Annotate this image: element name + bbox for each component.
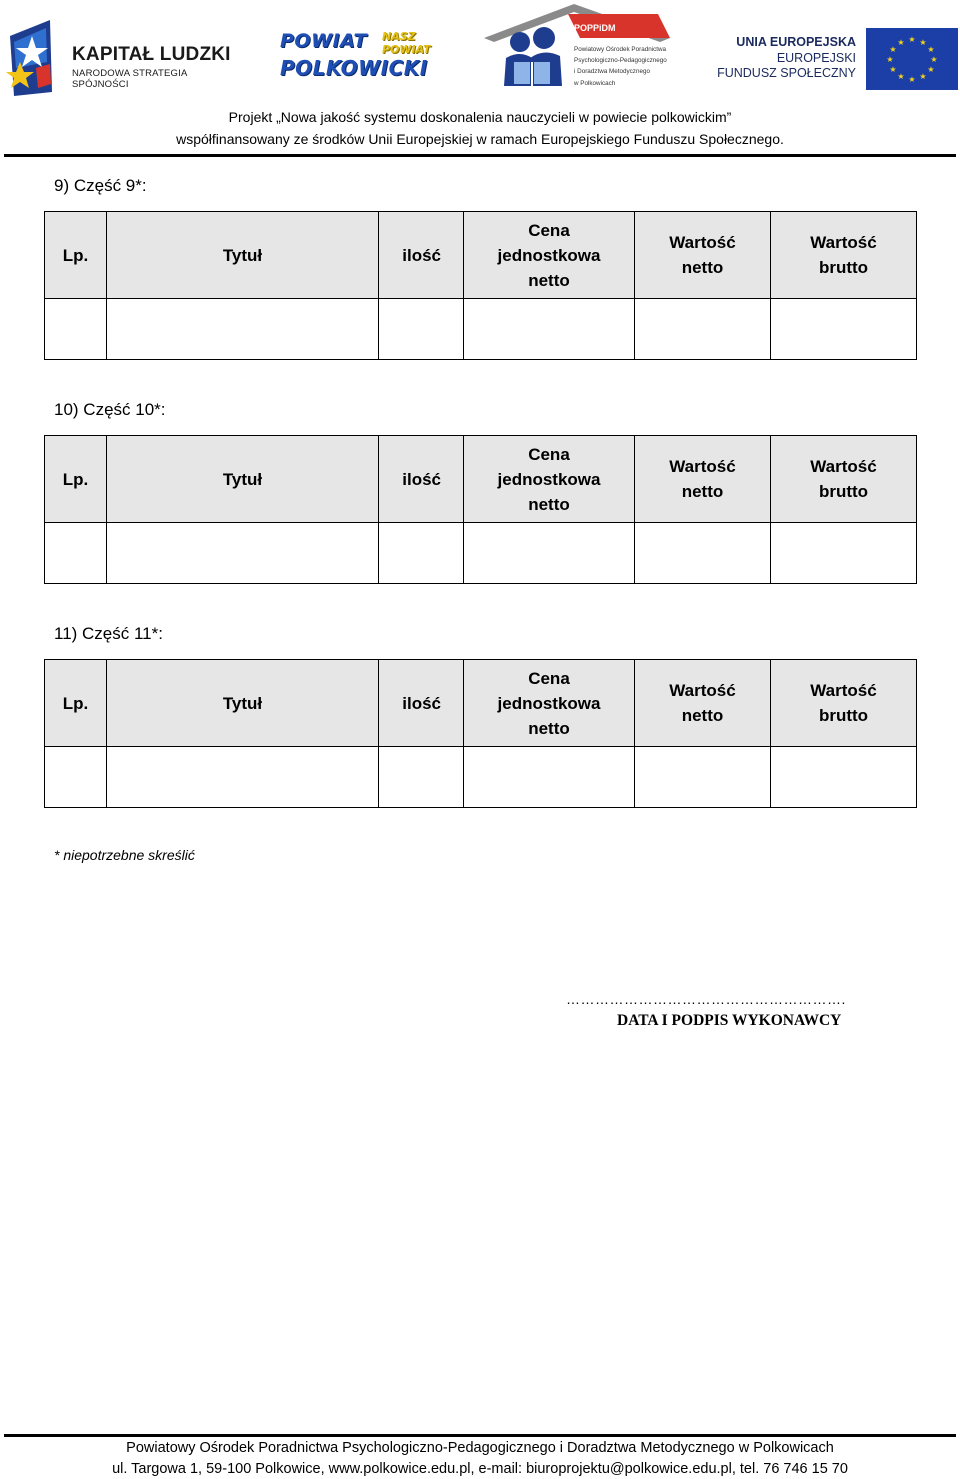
- header-cena-jednostkowa-netto: [464, 212, 635, 299]
- header-wn-line1: Wartość: [669, 233, 736, 252]
- svg-text:★: ★: [897, 72, 905, 81]
- powiat-logo-line2: POLKOWICKI: [280, 56, 428, 80]
- svg-text:★: ★: [886, 55, 894, 64]
- header-wartosc-netto: [635, 212, 771, 299]
- svg-text:★: ★: [927, 45, 935, 54]
- svg-text:★: ★: [930, 55, 938, 64]
- header-wn-line2: netto: [681, 482, 724, 501]
- table-row: [45, 523, 917, 584]
- header-wb-line1: Wartość: [810, 457, 877, 476]
- header-cena-line2: jednostkowa: [497, 245, 601, 265]
- header-cena-jednostkowa-netto: [464, 436, 635, 523]
- header-cena-line3: netto: [528, 494, 570, 514]
- cell-lp[interactable]: [45, 747, 107, 808]
- header-lp: Lp.: [45, 436, 107, 523]
- footer-contact: ul. Targowa 1, 59-100 Polkowice, www.polkowice.edu.pl, e-mail: biuroprojektu@polkowice.edu.pl, tel. 76 746 15 70: [112, 1461, 848, 1477]
- header-wb-line2: brutto: [818, 706, 869, 725]
- cell-ilosc[interactable]: [379, 747, 464, 808]
- kapital-ludzki-emblem-icon: [6, 18, 66, 98]
- footer-institution: Powiatowy Ośrodek Poradnictwa Psychologiczno-Pedagogicznego i Doradztwa Metodycznego w Polkowicach: [126, 1440, 834, 1456]
- header-ilosc: ilość: [379, 212, 464, 299]
- poppidm-desc-line1: Powiatowy Ośrodek Poradnictwa: [574, 46, 667, 53]
- kapital-ludzki-logo: [6, 18, 246, 98]
- header-divider: [4, 154, 956, 157]
- signature-line: ………………………………………………….: [566, 991, 846, 1007]
- header-wb-line2: brutto: [818, 258, 869, 277]
- cell-ilosc[interactable]: [379, 523, 464, 584]
- cell-wartosc-netto[interactable]: [635, 299, 771, 360]
- header-cena-line3: netto: [528, 718, 570, 738]
- project-title-line: Projekt „Nowa jakość systemu doskonalenia nauczycieli w powiecie polkowickim”: [228, 109, 732, 125]
- poppidm-logo-name: POPPiDM: [574, 23, 616, 33]
- poppidm-desc-line4: w Polkowicach: [574, 79, 616, 87]
- ue-logo-line2: EUROPEJSKI: [776, 51, 856, 65]
- header-ilosc: ilość: [379, 436, 464, 523]
- header-wartosc-brutto: [771, 212, 917, 299]
- parts-table-9: [44, 211, 917, 360]
- header-wn-line1: Wartość: [669, 681, 736, 700]
- header-cena-line1: Cena: [528, 444, 570, 464]
- parts-table-11: [44, 659, 917, 808]
- cell-lp[interactable]: [45, 299, 107, 360]
- cell-cena[interactable]: [464, 523, 635, 584]
- svg-text:★: ★: [897, 38, 905, 47]
- cell-ilosc[interactable]: [379, 299, 464, 360]
- header-wb-line2: brutto: [818, 482, 869, 501]
- table-header-row: [45, 660, 917, 747]
- header-cena-line2: jednostkowa: [497, 693, 601, 713]
- eu-flag-icon: [866, 28, 958, 90]
- header-wartosc-brutto: [771, 436, 917, 523]
- powiat-polkowicki-logo: [278, 28, 438, 84]
- powiat-logo-slogan2: POWIAT: [382, 43, 431, 56]
- cell-wartosc-netto[interactable]: [635, 523, 771, 584]
- header-wb-line1: Wartość: [810, 681, 877, 700]
- cell-wartosc-brutto[interactable]: [771, 299, 917, 360]
- ue-logo-line3: FUNDUSZ SPOŁECZNY: [717, 66, 856, 80]
- header-wartosc-netto: [635, 436, 771, 523]
- table-header-row: [45, 212, 917, 299]
- svg-text:★: ★: [889, 45, 897, 54]
- svg-text:★: ★: [919, 72, 927, 81]
- powiat-logo-line1: POWIAT: [280, 30, 367, 52]
- poppidm-desc-line3: i Doradztwa Metodycznego: [574, 68, 650, 76]
- header-wartosc-netto: [635, 660, 771, 747]
- header-wb-line1: Wartość: [810, 233, 877, 252]
- kapital-ludzki-title: KAPITAŁ LUDZKI: [72, 44, 231, 65]
- header-tytul: Tytuł: [107, 660, 379, 747]
- header-cena-line2: jednostkowa: [497, 469, 601, 489]
- project-funding-line: współfinansowany ze środków Unii Europejskiej w ramach Europejskiego Funduszu Społecznego.: [176, 131, 784, 147]
- cell-tytul[interactable]: [107, 523, 379, 584]
- footer-divider: [4, 1434, 956, 1437]
- svg-text:★: ★: [919, 38, 927, 47]
- header-cena-jednostkowa-netto: [464, 660, 635, 747]
- footnote: * niepotrzebne skreślić: [54, 847, 195, 863]
- poppidm-logo-description: [574, 44, 674, 89]
- cell-cena[interactable]: [464, 299, 635, 360]
- section-title-11: 11) Część 11*:: [54, 624, 163, 643]
- header-wn-line2: netto: [681, 258, 724, 277]
- header-tytul: Tytuł: [107, 436, 379, 523]
- table-row: [45, 747, 917, 808]
- cell-wartosc-brutto[interactable]: [771, 523, 917, 584]
- parts-table-10: [44, 435, 917, 584]
- header-cena-line1: Cena: [528, 668, 570, 688]
- poppidm-desc-line2: Psychologiczno-Pedagogicznego: [574, 57, 667, 65]
- svg-text:★: ★: [908, 35, 916, 44]
- kapital-ludzki-subtitle: NARODOWA STRATEGIA SPÓJNOŚCI: [72, 68, 187, 90]
- header-wartosc-brutto: [771, 660, 917, 747]
- svg-text:★: ★: [889, 65, 897, 74]
- signature-label: DATA I PODPIS WYKONAWCY: [617, 1012, 842, 1029]
- header-ilosc: ilość: [379, 660, 464, 747]
- header-lp: Lp.: [45, 660, 107, 747]
- cell-wartosc-netto[interactable]: [635, 747, 771, 808]
- poppidm-logo: [484, 4, 674, 92]
- header-cena-line1: Cena: [528, 220, 570, 240]
- section-title-9: 9) Część 9*:: [54, 176, 147, 195]
- logo-banner: [0, 0, 960, 100]
- cell-lp[interactable]: [45, 523, 107, 584]
- table-header-row: [45, 436, 917, 523]
- table-row: [45, 299, 917, 360]
- cell-wartosc-brutto[interactable]: [771, 747, 917, 808]
- cell-tytul[interactable]: [107, 299, 379, 360]
- powiat-logo-slogan1: NASZ: [382, 30, 416, 43]
- unia-europejska-logo: [717, 26, 960, 92]
- cell-tytul[interactable]: [107, 747, 379, 808]
- svg-text:★: ★: [908, 75, 916, 84]
- svg-text:★: ★: [927, 65, 935, 74]
- section-title-10: 10) Część 10*:: [54, 400, 166, 419]
- header-wn-line1: Wartość: [669, 457, 736, 476]
- header-wn-line2: netto: [681, 706, 724, 725]
- cell-cena[interactable]: [464, 747, 635, 808]
- header-lp: Lp.: [45, 212, 107, 299]
- header-cena-line3: netto: [528, 270, 570, 290]
- header-tytul: Tytuł: [107, 212, 379, 299]
- ue-logo-line1: UNIA EUROPEJSKA: [736, 35, 856, 49]
